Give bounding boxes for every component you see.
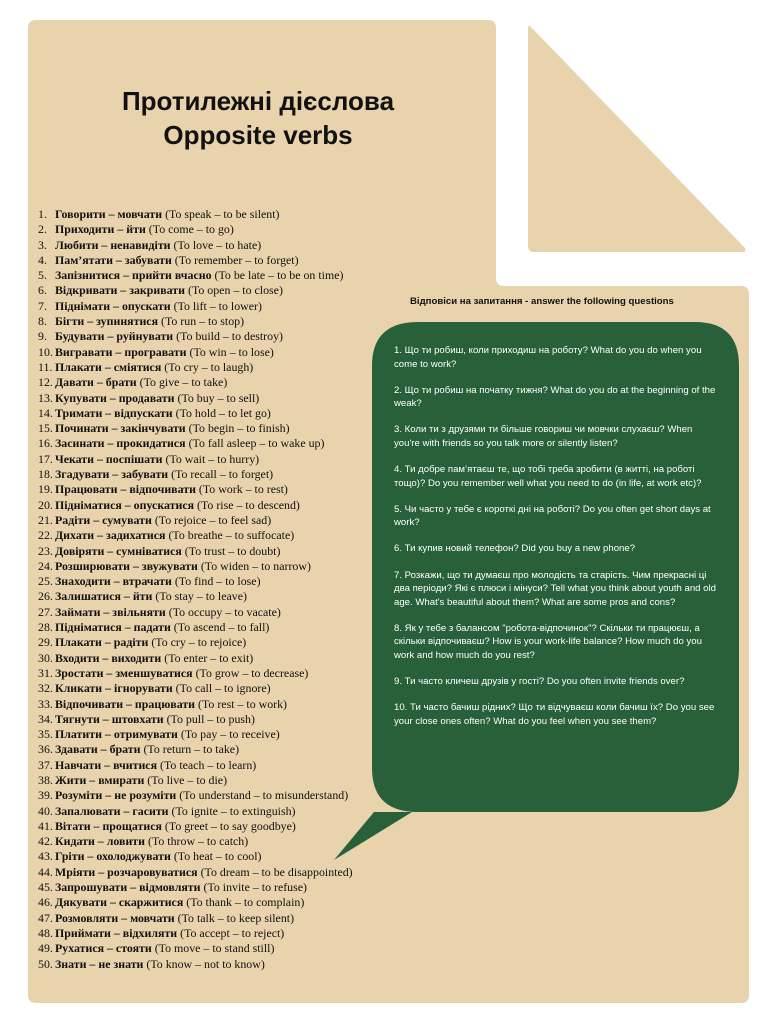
verb-pair-english: (To wait – to hurry) xyxy=(165,451,260,466)
verb-pair-ukrainian: Дякувати – скаржитися xyxy=(55,895,184,910)
question-item: 6. Ти купив новий телефон? Did you buy a new phone? xyxy=(394,543,636,555)
verb-number: 36. xyxy=(38,742,53,757)
verb-pair-ukrainian: Засинати – прокидатися xyxy=(55,436,186,451)
verb-item xyxy=(38,819,353,834)
verb-number: 19. xyxy=(38,482,53,497)
verb-item xyxy=(38,360,353,375)
verb-pair-english: (To run – to stop) xyxy=(161,314,245,329)
verb-pair-english: (To be late – to be on time) xyxy=(214,268,344,283)
question-item: 5. Чи часто у тебе є короткі дні на роботі? Do you often get short days at work? xyxy=(394,503,711,529)
verb-pair-ukrainian: Довіряти – сумніватися xyxy=(55,543,182,558)
verb-pair-english: (To greet – to say goodbye) xyxy=(164,818,296,833)
verb-pair-english: (To talk – to keep silent) xyxy=(177,910,295,925)
verb-pair-english: (To rise – to descend) xyxy=(197,497,300,512)
title-ukrainian: Протилежні дієслова xyxy=(121,86,395,116)
verb-pair-english: (To widen – to narrow) xyxy=(200,558,311,573)
verb-number: 47. xyxy=(38,910,53,925)
verb-item xyxy=(38,895,353,910)
verb-item xyxy=(38,329,353,344)
verb-pair-ukrainian: Приходити – йти xyxy=(55,222,146,237)
verb-pair-english: (To know – not to know) xyxy=(146,956,265,971)
verb-pair-english: (To cry – to laugh) xyxy=(164,359,254,374)
verb-pair-ukrainian: Займати – звільняти xyxy=(55,604,166,619)
verb-item xyxy=(38,574,353,589)
verb-list xyxy=(38,207,353,972)
question-item: 2. Що ти робиш на початку тижня? What do you do at the beginning of the weak? xyxy=(394,384,716,410)
page-title xyxy=(40,84,476,152)
verb-pair-ukrainian: Жити – вмирати xyxy=(55,772,145,787)
verb-pair-english: (To give – to take) xyxy=(139,375,228,390)
verb-number: 13. xyxy=(38,390,53,405)
verb-item xyxy=(38,528,353,543)
verb-number: 26. xyxy=(38,589,53,604)
verb-pair-ukrainian: Підніматися – падати xyxy=(55,620,171,635)
verb-pair-ukrainian: Бігти – зупинятися xyxy=(55,314,159,329)
verb-item xyxy=(38,681,353,696)
verb-number: 17. xyxy=(38,451,53,466)
question-item: 9. Ти часто кличеш друзів у гості? Do you often invite friends over? xyxy=(394,676,685,688)
verb-pair-english: (To ignite – to extinguish) xyxy=(171,803,296,818)
verb-number: 38. xyxy=(38,772,53,787)
verb-pair-english: (To come – to go) xyxy=(148,222,234,237)
verb-pair-ukrainian: Тримати – відпускати xyxy=(55,405,173,420)
verb-pair-ukrainian: Мріяти – розчаровуватися xyxy=(55,864,198,879)
verb-pair-ukrainian: Розуміти – не розуміти xyxy=(55,788,177,803)
verb-pair-ukrainian: Любити – ненавидіти xyxy=(55,237,171,252)
verb-item xyxy=(38,498,353,513)
verb-number: 45. xyxy=(38,880,53,895)
verb-number: 14. xyxy=(38,405,53,420)
verb-pair-english: (To remember – to forget) xyxy=(174,252,299,267)
verb-item xyxy=(38,758,353,773)
verb-pair-ukrainian: Розмовляти – мовчати xyxy=(55,910,175,925)
verb-item xyxy=(38,941,353,956)
verb-item xyxy=(38,406,353,421)
verb-number: 20. xyxy=(38,497,53,512)
verb-item xyxy=(38,788,353,803)
verb-number: 29. xyxy=(38,635,53,650)
verb-pair-english: (To stay – to leave) xyxy=(155,589,247,604)
verb-pair-english: (To dream – to be disappointed) xyxy=(200,864,353,879)
verb-pair-ukrainian: Приймати – відхиляти xyxy=(55,925,178,940)
verb-pair-english: (To ascend – to fall) xyxy=(173,620,270,635)
verb-number: 6. xyxy=(38,283,47,298)
verb-item xyxy=(38,559,353,574)
verb-number: 23. xyxy=(38,543,53,558)
verb-pair-english: (To heat – to cool) xyxy=(173,849,262,864)
verb-pair-english: (To enter – to exit) xyxy=(164,650,254,665)
verb-item xyxy=(38,268,353,283)
verb-item xyxy=(38,804,353,819)
verb-pair-ukrainian: Пам’ятати – забувати xyxy=(55,252,172,267)
verb-item xyxy=(38,727,353,742)
verb-number: 46. xyxy=(38,895,53,910)
verb-pair-ukrainian: Кидати – ловити xyxy=(55,834,145,849)
verb-item xyxy=(38,467,353,482)
verb-number: 1. xyxy=(38,207,47,221)
verb-pair-ukrainian: Відпочивати – працювати xyxy=(55,696,196,711)
verb-number: 15. xyxy=(38,421,53,436)
verb-pair-ukrainian: Рухатися – стояти xyxy=(55,941,152,956)
verb-number: 48. xyxy=(38,925,53,940)
verb-pair-english: (To speak – to be silent) xyxy=(165,207,280,221)
verb-pair-english: (To occupy – to vacate) xyxy=(168,604,281,619)
verb-pair-english: (To cry – to rejoice) xyxy=(151,635,247,650)
verb-number: 5. xyxy=(38,268,47,283)
verb-pair-ukrainian: Залишатися – йти xyxy=(55,589,153,604)
verb-pair-ukrainian: Знати – не знати xyxy=(55,956,144,971)
verb-number: 40. xyxy=(38,803,53,818)
verb-number: 12. xyxy=(38,375,53,390)
verb-number: 25. xyxy=(38,574,53,589)
verb-number: 18. xyxy=(38,467,53,482)
verb-number: 32. xyxy=(38,681,53,696)
verb-pair-english: (To grow – to decrease) xyxy=(195,665,309,680)
verb-item xyxy=(38,314,353,329)
verb-item xyxy=(38,712,353,727)
verb-number: 16. xyxy=(38,436,53,451)
verb-pair-ukrainian: Будувати – руйнувати xyxy=(55,329,174,344)
verb-item xyxy=(38,238,353,253)
verb-pair-english: (To rejoice – to feel sad) xyxy=(154,512,272,527)
verb-item xyxy=(38,207,353,222)
verb-pair-english: (To buy – to sell) xyxy=(177,390,260,405)
verb-pair-ukrainian: Гріти – охолоджувати xyxy=(55,849,171,864)
verb-number: 41. xyxy=(38,818,53,833)
verb-item xyxy=(38,482,353,497)
verb-item xyxy=(38,299,353,314)
verb-pair-english: (To work – to rest) xyxy=(198,482,288,497)
verb-pair-english: (To move – to stand still) xyxy=(154,941,275,956)
verb-pair-english: (To love – to hate) xyxy=(173,237,262,252)
verb-number: 30. xyxy=(38,650,53,665)
verb-pair-ukrainian: Відкривати – закривати xyxy=(55,283,185,298)
verb-number: 39. xyxy=(38,788,53,803)
verb-item xyxy=(38,222,353,237)
verb-item xyxy=(38,742,353,757)
verb-number: 43. xyxy=(38,849,53,864)
question-item: 3. Коли ти з друзями ти більше говориш чи мовчки слухаєш? When you're with friends so you talk more or silently listen? xyxy=(394,424,693,449)
verb-pair-english: (To invite – to refuse) xyxy=(203,880,307,895)
verb-pair-ukrainian: Починати – закінчувати xyxy=(55,421,186,436)
verb-item xyxy=(38,253,353,268)
verb-item xyxy=(38,773,353,788)
verb-pair-english: (To rest – to work) xyxy=(198,696,288,711)
verb-pair-ukrainian: Зростати – зменшуватися xyxy=(55,665,193,680)
verb-number: 10. xyxy=(38,344,53,359)
verb-number: 11. xyxy=(38,359,53,374)
verb-pair-english: (To live – to die) xyxy=(147,772,228,787)
verb-pair-english: (To win – to lose) xyxy=(189,344,274,359)
verb-pair-ukrainian: Піднімати – опускати xyxy=(55,298,171,313)
verb-item xyxy=(38,865,353,880)
verb-pair-ukrainian: Купувати – продавати xyxy=(55,390,175,405)
verb-pair-english: (To find – to lose) xyxy=(174,574,261,589)
verb-pair-ukrainian: Знаходити – втрачати xyxy=(55,574,172,589)
verb-pair-ukrainian: Розширювати – звужувати xyxy=(55,558,198,573)
question-item: 8. Як у тебе з балансом "робота-відпочинок"? Скільки ти працюєш, а скільки відпочиваєш? How is your work-life balance? How much do you work and how much do you rest? xyxy=(394,622,702,661)
question-item: 7. Розкажи, що ти думаєш про молодість та старість. Чим прекрасні ці два періоди? Які є плюси і мінуси? Tell what you think about youth and old age. What's beautiful about them? What are some pros and cons? xyxy=(394,569,716,608)
verb-item xyxy=(38,849,353,864)
verb-number: 9. xyxy=(38,329,47,344)
verb-item xyxy=(38,834,353,849)
verb-item xyxy=(38,513,353,528)
verb-number: 42. xyxy=(38,834,53,849)
verb-pair-english: (To hold – to let go) xyxy=(175,405,271,420)
verb-pair-english: (To teach – to learn) xyxy=(160,757,257,772)
verb-pair-english: (To build – to destroy) xyxy=(176,329,283,344)
verb-item xyxy=(38,635,353,650)
verb-number: 3. xyxy=(38,237,47,252)
verb-number: 35. xyxy=(38,727,53,742)
verb-pair-ukrainian: Згадувати – забувати xyxy=(55,467,169,482)
verb-item xyxy=(38,957,353,972)
verb-item xyxy=(38,880,353,895)
verb-item xyxy=(38,620,353,635)
verb-pair-english: (To open – to close) xyxy=(187,283,283,298)
verb-number: 4. xyxy=(38,252,47,267)
verb-pair-english: (To fall asleep – to wake up) xyxy=(188,436,325,451)
verb-pair-ukrainian: Платити – отримувати xyxy=(55,727,178,742)
question-item: 1. Що ти робиш, коли приходиш на роботу? What do you do when you come to work? xyxy=(394,345,702,370)
verb-number: 33. xyxy=(38,696,53,711)
question-item: 4. Ти добре пам’ятаєш те, що тобі треба зробити (в житті, на роботі тощо)? Do you remember well what you need to do (in life, at work etc)? xyxy=(394,464,702,489)
verb-number: 49. xyxy=(38,941,53,956)
verb-number: 21. xyxy=(38,512,53,527)
verb-pair-english: (To accept – to reject) xyxy=(180,925,285,940)
verb-pair-ukrainian: Плакати – радіти xyxy=(55,635,149,650)
verb-pair-english: (To begin – to finish) xyxy=(188,421,290,436)
verb-pair-ukrainian: Запалювати – гасити xyxy=(55,803,169,818)
verb-pair-english: (To call – to ignore) xyxy=(175,681,271,696)
verb-pair-english: (To breathe – to suffocate) xyxy=(168,528,295,543)
verb-pair-ukrainian: Запізнитися – прийти вчасно xyxy=(55,268,212,283)
questions-heading: Відповіси на запитання - answer the following questions xyxy=(410,296,674,307)
verb-pair-ukrainian: Навчати – вчитися xyxy=(55,757,158,772)
verb-number: 34. xyxy=(38,711,53,726)
verb-pair-ukrainian: Тягнути – штовхати xyxy=(55,711,164,726)
verb-pair-english: (To return – to take) xyxy=(143,742,240,757)
verb-item xyxy=(38,452,353,467)
verb-pair-english: (To understand – to misunderstand) xyxy=(179,788,349,803)
verb-item xyxy=(38,589,353,604)
verb-number: 7. xyxy=(38,298,47,313)
verb-pair-ukrainian: Підніматися – опускатися xyxy=(55,497,195,512)
verb-pair-english: (To pay – to receive) xyxy=(180,727,280,742)
verb-item xyxy=(38,544,353,559)
verb-item xyxy=(38,697,353,712)
verb-item xyxy=(38,345,353,360)
verb-pair-ukrainian: Дихати – задихатися xyxy=(55,528,166,543)
verb-pair-ukrainian: Радіти – сумувати xyxy=(55,512,152,527)
verb-number: 50. xyxy=(38,956,53,971)
verb-pair-english: (To recall – to forget) xyxy=(171,467,274,482)
verb-number: 31. xyxy=(38,665,53,680)
verb-item xyxy=(38,911,353,926)
verb-pair-ukrainian: Давати – брати xyxy=(55,375,137,390)
verb-item xyxy=(38,391,353,406)
verb-pair-ukrainian: Говорити – мовчати xyxy=(55,207,163,221)
verb-pair-ukrainian: Запрошувати – відмовляти xyxy=(55,880,201,895)
verb-number: 28. xyxy=(38,620,53,635)
verb-item xyxy=(38,666,353,681)
verb-pair-english: (To throw – to catch) xyxy=(147,834,249,849)
verb-number: 44. xyxy=(38,864,53,879)
questions-list xyxy=(394,344,718,741)
verb-item xyxy=(38,436,353,451)
verb-pair-english: (To pull – to push) xyxy=(166,711,255,726)
verb-item xyxy=(38,926,353,941)
verb-pair-english: (To thank – to complain) xyxy=(186,895,305,910)
question-item: 10. Ти часто бачиш рідних? Що ти відчуваєш коли бачиш їх? Do you see your close ones often? What do you feel when you see them? xyxy=(394,702,715,727)
verb-number: 22. xyxy=(38,528,53,543)
verb-item xyxy=(38,651,353,666)
verb-pair-ukrainian: Входити – виходити xyxy=(55,650,162,665)
verb-pair-ukrainian: Здавати – брати xyxy=(55,742,141,757)
verb-pair-ukrainian: Кликати – ігнорувати xyxy=(55,681,173,696)
verb-number: 37. xyxy=(38,757,53,772)
verb-number: 24. xyxy=(38,558,53,573)
verb-item xyxy=(38,605,353,620)
verb-pair-ukrainian: Вигравати – програвати xyxy=(55,344,187,359)
verb-pair-ukrainian: Вітати – прощатися xyxy=(55,818,162,833)
verb-pair-english: (To lift – to lower) xyxy=(173,298,262,313)
verb-pair-ukrainian: Чекати – поспішати xyxy=(55,451,163,466)
verb-item xyxy=(38,283,353,298)
paper-triangle xyxy=(528,26,746,253)
verb-number: 2. xyxy=(38,222,47,237)
verb-pair-ukrainian: Працювати – відпочивати xyxy=(55,482,196,497)
title-english: Opposite verbs xyxy=(163,120,353,150)
verb-number: 8. xyxy=(38,314,47,329)
verb-item xyxy=(38,421,353,436)
verb-pair-english: (To trust – to doubt) xyxy=(184,543,281,558)
verb-number: 27. xyxy=(38,604,53,619)
verb-item xyxy=(38,375,353,390)
verb-pair-ukrainian: Плакати – сміятися xyxy=(55,359,162,374)
